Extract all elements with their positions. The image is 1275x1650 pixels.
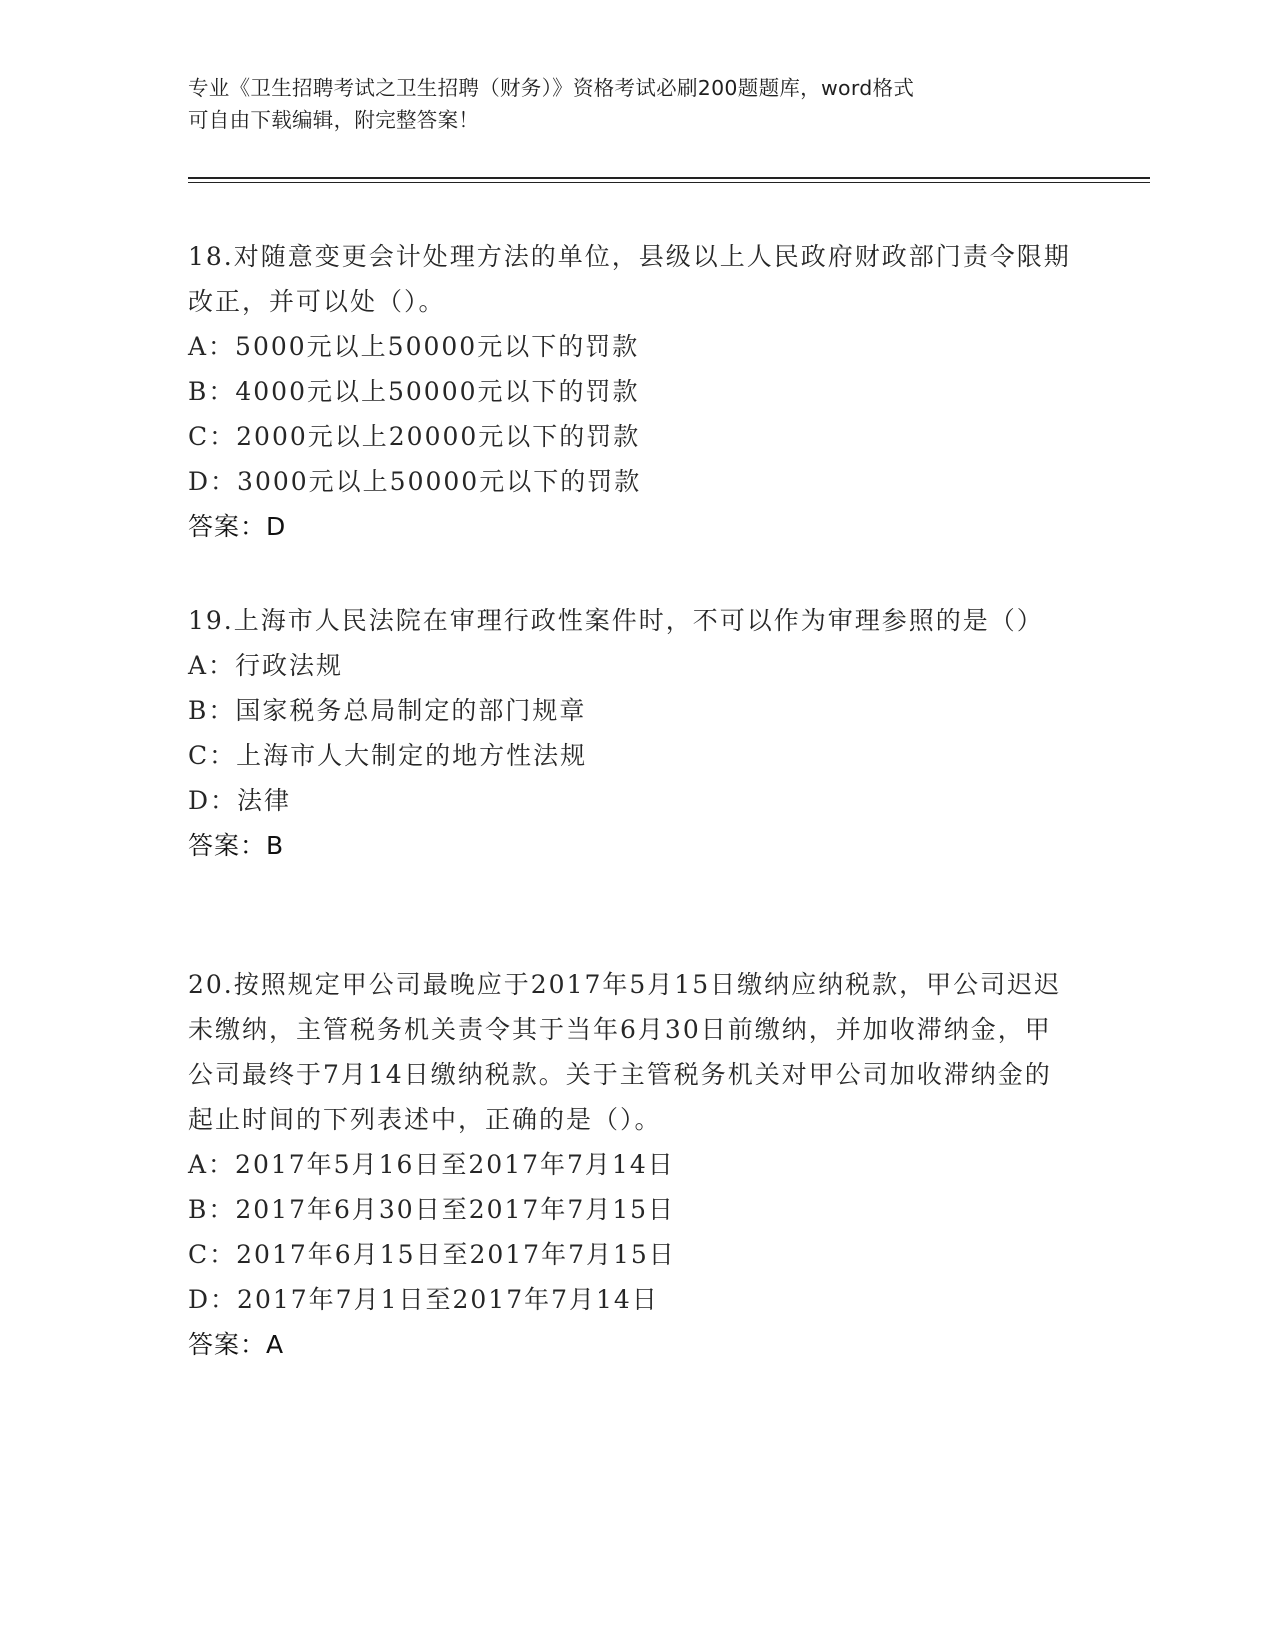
option-d: D：3000元以上50000元以下的罚款	[188, 467, 642, 496]
question-text: 20.按照规定甲公司最晚应于2017年5月15日缴纳应纳税款，甲公司迟迟未缴纳，主管税务机关责令其于当年6月30日前缴纳，并加收滞纳金，甲公司最终于7月14日缴纳税款。关于主管税务机关对甲公司加收滞纳金的起止时间的下列表述中，正确的是（）。	[188, 970, 1062, 1134]
option-b: B：2017年6月30日至2017年7月15日	[188, 1195, 676, 1224]
header-divider-thick	[188, 177, 1150, 179]
option-c: C：上海市人大制定的地方性法规	[188, 741, 588, 770]
option-c: C：2000元以上20000元以下的罚款	[188, 422, 641, 451]
option-a: A：2017年5月16日至2017年7月14日	[188, 1150, 675, 1179]
answer-label: 答案：	[188, 1330, 267, 1359]
option-d: D：法律	[188, 786, 292, 815]
header-line-2: 可自由下载编辑，附完整答案！	[188, 108, 480, 132]
document-header	[188, 72, 1088, 136]
question-19	[188, 598, 1078, 868]
header-divider-thin	[188, 182, 1150, 183]
answer-value: D	[266, 512, 287, 541]
answer-line	[188, 1322, 1078, 1367]
option-a: A：行政法规	[188, 651, 344, 680]
answer-label: 答案：	[188, 512, 267, 541]
question-20	[188, 962, 1078, 1367]
answer-line	[188, 504, 1078, 549]
answer-label: 答案：	[188, 831, 267, 860]
option-a: A：5000元以上50000元以下的罚款	[188, 332, 640, 361]
option-b: B：国家税务总局制定的部门规章	[188, 696, 587, 725]
header-line-1: 专业《卫生招聘考试之卫生招聘（财务）》资格考试必刷200题题库，word格式	[188, 76, 915, 100]
question-18	[188, 234, 1078, 549]
question-text: 19.上海市人民法院在审理行政性案件时，不可以作为审理参照的是（）	[188, 606, 1044, 635]
question-text: 18.对随意变更会计处理方法的单位，县级以上人民政府财政部门责令限期改正，并可以处（）。	[188, 242, 1071, 316]
option-b: B：4000元以上50000元以下的罚款	[188, 377, 640, 406]
answer-value: A	[266, 1330, 285, 1359]
option-c: C：2017年6月15日至2017年7月15日	[188, 1240, 676, 1269]
answer-line	[188, 823, 1078, 868]
answer-value: B	[266, 831, 285, 860]
option-d: D：2017年7月1日至2017年7月14日	[188, 1285, 659, 1314]
